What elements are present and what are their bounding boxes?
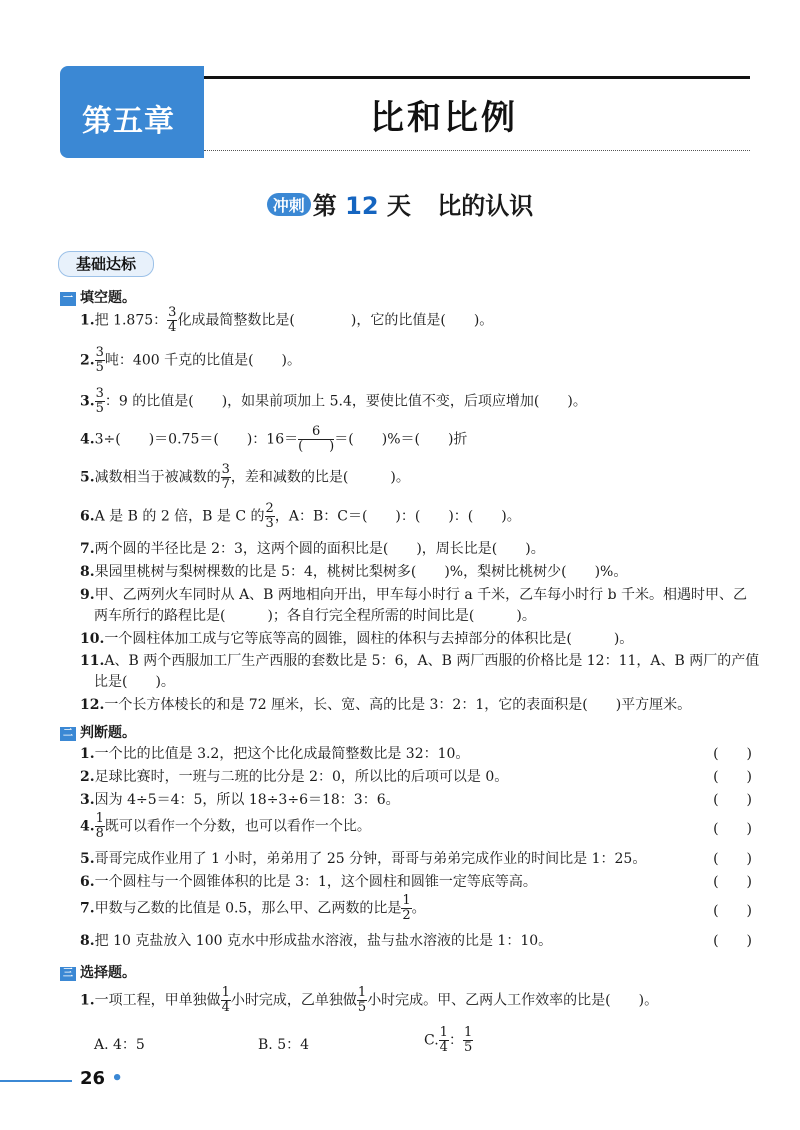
fill-question-1: 1.把 1.875： $\frac{3}{4}$ 化成最简整数比是( )，它的比值是( )。 bbox=[80, 305, 494, 335]
judge-answer-paren[interactable]: ( ) bbox=[713, 821, 752, 837]
fraction: $\frac{1}{4}$ bbox=[221, 985, 230, 1015]
fill-question-7: 7.两个圆的半径比是 2：3，这两个圆的面积比是( )，周长比是( )。 bbox=[80, 541, 545, 557]
sprint-badge: 冲刺 bbox=[267, 193, 311, 216]
section-number-icon: 二 bbox=[60, 727, 76, 741]
page-number: 26 • bbox=[80, 1068, 123, 1089]
fraction: $\frac{1}{8}$ bbox=[95, 811, 104, 841]
fill-question-11-cont: 比是( )。 bbox=[94, 674, 175, 690]
fill-question-3: 3. $\frac{3}{5}$ ：9 的比值是( )，如果前项加上 5.4，要使比值不变，后项应增加( )。 bbox=[80, 386, 587, 416]
judge-question-5: 5.哥哥完成作业用了 1 小时，弟弟用了 25 分钟，哥哥与弟弟完成作业的时间比是 1：25。 bbox=[80, 851, 647, 867]
fraction: $\frac{3}{5}$ bbox=[95, 345, 104, 375]
fraction: $\frac{3}{4}$ bbox=[168, 305, 177, 335]
judge-question-3: 3.因为 4÷5＝4：5，所以 18÷3÷6＝18：3：6。 bbox=[80, 792, 400, 808]
choice-option-a[interactable]: A. 4：5 bbox=[94, 1037, 145, 1053]
fill-question-4: 4.3÷( )＝0.75＝( )：16＝ $\frac{6}{( )}$ ＝( )%＝( )折 bbox=[80, 424, 468, 454]
choice-option-c[interactable]: C. $\frac{1}{4}$ ： $\frac{1}{5}$ bbox=[424, 1025, 473, 1055]
fill-question-9-cont: 两车所行的路程比是( )；各自行完全程所需的时间比是( )。 bbox=[94, 608, 536, 624]
chapter-title: 比和比例 bbox=[370, 98, 518, 138]
day-heading bbox=[0, 186, 800, 221]
fraction: $\frac{1}{5}$ bbox=[357, 985, 367, 1015]
fill-question-5: 5.减数相当于被减数的 $\frac{3}{7}$ ，差和减数的比是( )。 bbox=[80, 462, 410, 492]
judge-answer-paren[interactable]: ( ) bbox=[713, 874, 752, 890]
fill-question-10: 10.一个圆柱体加工成与它等底等高的圆锥，圆柱的体积与去掉部分的体积比是( )。 bbox=[80, 631, 634, 647]
judge-question-8: 8.把 10 克盐放入 100 克水中形成盐水溶液，盐与盐水溶液的比是 1：10。 bbox=[80, 933, 553, 949]
fraction: $\frac{1}{2}$ bbox=[402, 893, 411, 923]
chapter-label: 第五章 bbox=[82, 104, 175, 139]
fill-question-6: 6.A 是 B 的 2 倍，B 是 C 的 $\frac{2}{3}$ ，A：B：C＝( )：( )：( )。 bbox=[80, 501, 521, 531]
section-judge-heading bbox=[60, 722, 136, 742]
fill-question-9: 9.甲、乙两列火车同时从 A、B 两地相向开出，甲车每小时行 a 千米，乙车每小时行 b 千米。相遇时甲、乙 bbox=[80, 587, 748, 603]
fill-question-11: 11.A、B 两个西服加工厂生产西服的套数比是 5：6，A、B 两厂西服的价格比是 12：11，A、B 两厂的产值 bbox=[80, 653, 760, 669]
judge-answer-paren[interactable]: ( ) bbox=[713, 769, 752, 785]
header-dotted-rule bbox=[204, 150, 750, 151]
section-title: 填空题。 bbox=[80, 290, 136, 306]
judge-question-2: 2.足球比赛时，一班与二班的比分是 2：0，所以比的后项可以是 0。 bbox=[80, 769, 509, 785]
section-title: 选择题。 bbox=[80, 965, 136, 981]
fraction: $\frac{1}{5}$ bbox=[463, 1025, 473, 1055]
section-number-icon: 一 bbox=[60, 292, 76, 306]
judge-answer-paren[interactable]: ( ) bbox=[713, 903, 752, 919]
fill-question-2: 2. $\frac{3}{5}$ 吨：400 千克的比值是( )。 bbox=[80, 345, 302, 375]
judge-question-7: 7.甲数与乙数的比值是 0.5，那么甲、乙两数的比是 $\frac{1}{2}$ 。 bbox=[80, 893, 426, 923]
day-suffix: 天 bbox=[386, 192, 411, 220]
fraction: $\frac{3}{5}$ bbox=[95, 386, 104, 416]
section-number-icon: 三 bbox=[60, 967, 76, 981]
fraction: $\frac{6}{( )}$ bbox=[298, 424, 335, 454]
fill-question-8: 8.果园里桃树与梨树棵数的比是 5：4，桃树比梨树多( )%，梨树比桃树少( )%。 bbox=[80, 564, 628, 580]
basics-tag: 基础达标 bbox=[58, 251, 154, 277]
choice-question-1: 1.一项工程，甲单独做 $\frac{1}{4}$ 小时完成，乙单独做 $\frac{1}{5}$ 小时完成。甲、乙两人工作效率的比是( )。 bbox=[80, 985, 659, 1015]
judge-answer-paren[interactable]: ( ) bbox=[713, 933, 752, 949]
judge-answer-paren[interactable]: ( ) bbox=[713, 851, 752, 867]
day-number: 12 bbox=[345, 192, 379, 220]
choice-option-b[interactable]: B. 5：4 bbox=[258, 1037, 310, 1053]
judge-question-1: 1.一个比的比值是 3.2，把这个比化成最简整数比是 32：10。 bbox=[80, 746, 470, 762]
judge-answer-paren[interactable]: ( ) bbox=[713, 792, 752, 808]
judge-question-4: 4. $\frac{1}{8}$ 既可以看作一个分数，也可以看作一个比。 bbox=[80, 811, 371, 841]
header-rule bbox=[204, 76, 750, 79]
day-title: 比的认识 bbox=[437, 192, 534, 220]
section-title: 判断题。 bbox=[80, 725, 136, 741]
fraction: $\frac{2}{3}$ bbox=[265, 501, 274, 531]
judge-answer-paren[interactable]: ( ) bbox=[713, 746, 752, 762]
fill-question-12: 12.一个长方体棱长的和是 72 厘米，长、宽、高的比是 3：2：1，它的表面积是( )平方厘米。 bbox=[80, 697, 692, 713]
footer-rule bbox=[0, 1080, 72, 1082]
section-fill-heading bbox=[60, 287, 136, 307]
fraction: $\frac{3}{7}$ bbox=[221, 462, 230, 492]
section-choice-heading bbox=[60, 962, 136, 982]
day-prefix: 第 bbox=[312, 192, 337, 220]
judge-question-6: 6.一个圆柱与一个圆锥体积的比是 3：1，这个圆柱和圆锥一定等底等高。 bbox=[80, 874, 537, 890]
fraction: $\frac{1}{4}$ bbox=[439, 1025, 448, 1055]
